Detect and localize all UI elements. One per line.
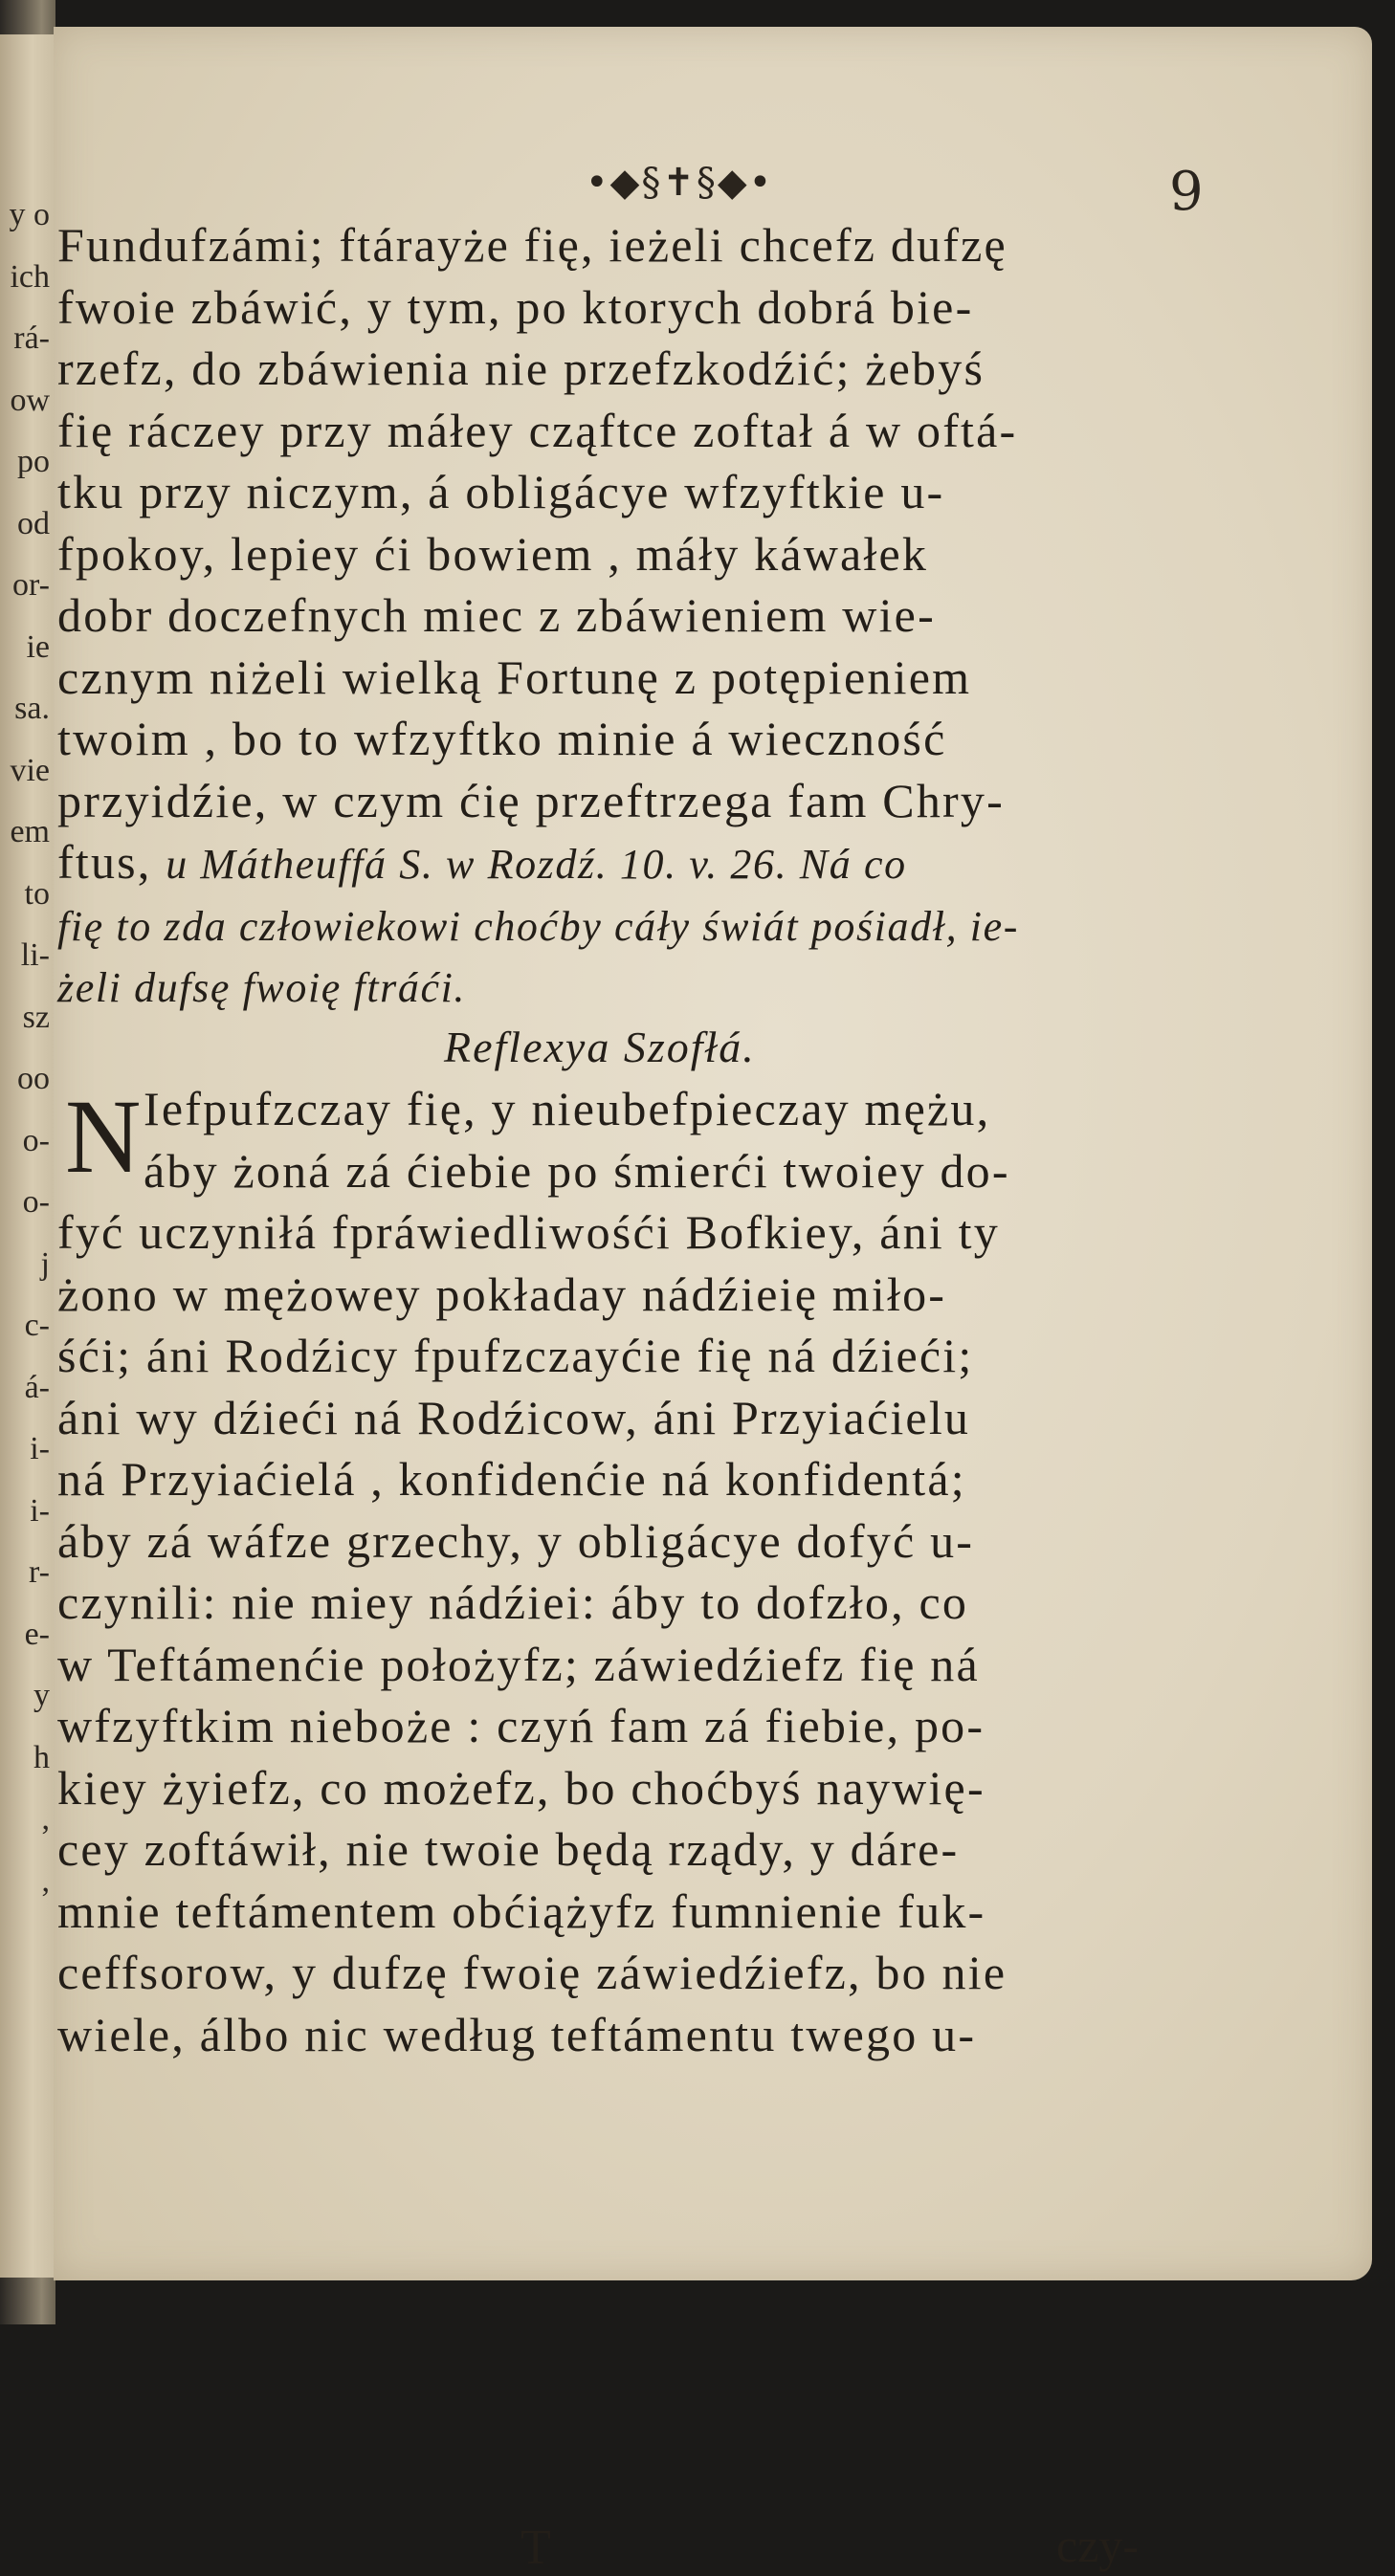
text-line: áby żoná zá ćiebie po śmierći twoiey do- — [144, 1143, 1010, 1198]
text-line: wiele, álbo nic według teftámentu twego u- — [57, 2007, 977, 2061]
signature-mark: T — [520, 2521, 551, 2575]
previous-page-fragment: j — [40, 1245, 50, 1282]
previous-page-fragment: em — [10, 814, 50, 849]
previous-page-fragment: , — [41, 1862, 50, 1899]
previous-page-fragment: i- — [30, 1492, 50, 1529]
book-page — [54, 27, 1372, 2575]
previous-page-fragment: li- — [20, 937, 50, 973]
page-number: 9 — [1169, 161, 1204, 223]
body-text-block-2 — [57, 1201, 1320, 2065]
text-line: śći; áni Rodźicy fpufzczayćie fię ná dźieći; — [57, 1329, 974, 1382]
previous-page-fragment: ie — [26, 628, 50, 665]
previous-page-fragment: sz — [22, 999, 50, 1035]
text-line: ná Przyiaćielá , konfidenćie ná konfidentá; — [57, 1452, 966, 1506]
previous-page-fragment: po — [17, 444, 50, 479]
dropcap-paragraph — [57, 1078, 1320, 1201]
drop-cap: N — [65, 1078, 142, 1195]
dropcap-lines — [57, 1078, 1320, 1201]
citation-line — [57, 831, 1320, 893]
page-text — [57, 214, 1320, 2065]
previous-page-fragment: ich — [10, 258, 50, 295]
citation-line — [57, 893, 1320, 956]
text-line: Iefpufzczay fię, y nieubefpieczay mężu, — [144, 1082, 991, 1135]
text-line: przyidźie, w czym ćię przeftrzega fam Chry- — [57, 773, 1005, 827]
text-line: dobr doczefnych miec z zbáwieniem wie- — [57, 588, 936, 642]
previous-page-fragment: c- — [24, 1308, 50, 1343]
text-line: fpokoy, lepiey ći bowiem , máły káwałek — [57, 526, 929, 581]
previous-page-fragment: ow — [10, 382, 50, 418]
text-line: áni wy dźieći ná Rodźicow, áni Przyiaćielu — [57, 1390, 971, 1444]
text-line: Fundufzámi; ftárayże fię, ieżeli chcefz dufzę — [57, 218, 1008, 272]
previous-page-fragment: o- — [22, 1122, 50, 1158]
citation-italic-text: fię to zda człowiekowi choćby cáły świát pośiadł, ie- — [57, 902, 1019, 950]
text-line: twoim , bo to wfzyftko minie á wieczność — [57, 712, 947, 765]
previous-page-fragment: oo — [17, 1061, 50, 1096]
text-line: żono w mężowey pokładay nádźieię miło- — [57, 1266, 947, 1321]
previous-page-fragment: o- — [22, 1184, 50, 1220]
text-line: ceffsorow, y dufzę fwoię záwiedźiefz, bo nie — [57, 1946, 1008, 1999]
previous-page-fragment: or- — [12, 567, 50, 603]
text-line: czynili: nie miey nádźiei: áby to dofzło, co — [57, 1575, 969, 1629]
previous-page-edge — [0, 34, 55, 2278]
previous-page-fragment: y — [33, 1678, 50, 1713]
text-line: mnie teftámentem obćiążyfz fumnienie fuk- — [57, 1883, 986, 1938]
text-line: fwoie zbáwić, y tym, po ktorych dobrá bie- — [57, 279, 974, 334]
text-line: cey zoftáwił, nie twoie będą rządy, y dáre- — [57, 1822, 960, 1876]
header-ornament: •◆§✝§◆• — [586, 161, 774, 205]
citation-italic-text: u Mátheuffá S. w Rozdź. 10. v. 26. Ná co — [166, 841, 907, 888]
text-line: kiey żyiefz, co możefz, bo choćbyś naywię- — [57, 1760, 985, 1815]
previous-page-fragment: á- — [24, 1369, 50, 1405]
previous-page-fragment: to — [24, 875, 50, 912]
previous-page-fragment: i- — [30, 1431, 50, 1466]
text-line: cznym niżeli wielką Fortunę z potępieniem — [57, 650, 972, 704]
scripture-citation — [57, 831, 1320, 1017]
previous-page-fragment: vie — [10, 752, 50, 788]
previous-page-fragment: sa. — [14, 691, 50, 726]
previous-page-fragment: od — [17, 505, 50, 541]
citation-italic-text: żeli dufsę fwoię ftráći. — [57, 964, 467, 1011]
previous-page-fragment: rá- — [13, 320, 50, 356]
text-line: fię ráczey przy máłey cząftce zoftał á w oftá- — [57, 403, 1018, 457]
text-line: tku przy niczym, á obligácye wfzyftkie u- — [57, 465, 945, 518]
text-line: fyć uczyniłá fpráwiedliwośći Bofkiey, áni ty — [57, 1205, 1000, 1259]
body-text-block-1 — [57, 214, 1320, 831]
text-line: w Teftámenćie położyfz; záwiedźiefz fię ná — [57, 1637, 980, 1691]
text-line: áby zá wáfze grzechy, y obligácye dofyć u- — [57, 1513, 975, 1568]
previous-page-fragment: h — [33, 1739, 50, 1775]
previous-page-fragment: e- — [24, 1616, 50, 1652]
text-line: wfzyftkim nieboże : czyń fam zá fiebie, po- — [57, 1699, 985, 1752]
citation-line — [57, 955, 1320, 1017]
previous-page-fragment: y o — [9, 197, 50, 232]
section-heading: Reflexya Szofłá. — [444, 1022, 756, 1071]
previous-page-fragment: , — [41, 1801, 50, 1837]
text-line: rzefz, do zbáwienia nie przefzkodźić; żebyś — [57, 341, 985, 395]
citation-roman-text: ftus, — [57, 835, 166, 889]
catchword: czy- — [1056, 2519, 1140, 2572]
previous-page-fragment: r- — [29, 1554, 50, 1590]
